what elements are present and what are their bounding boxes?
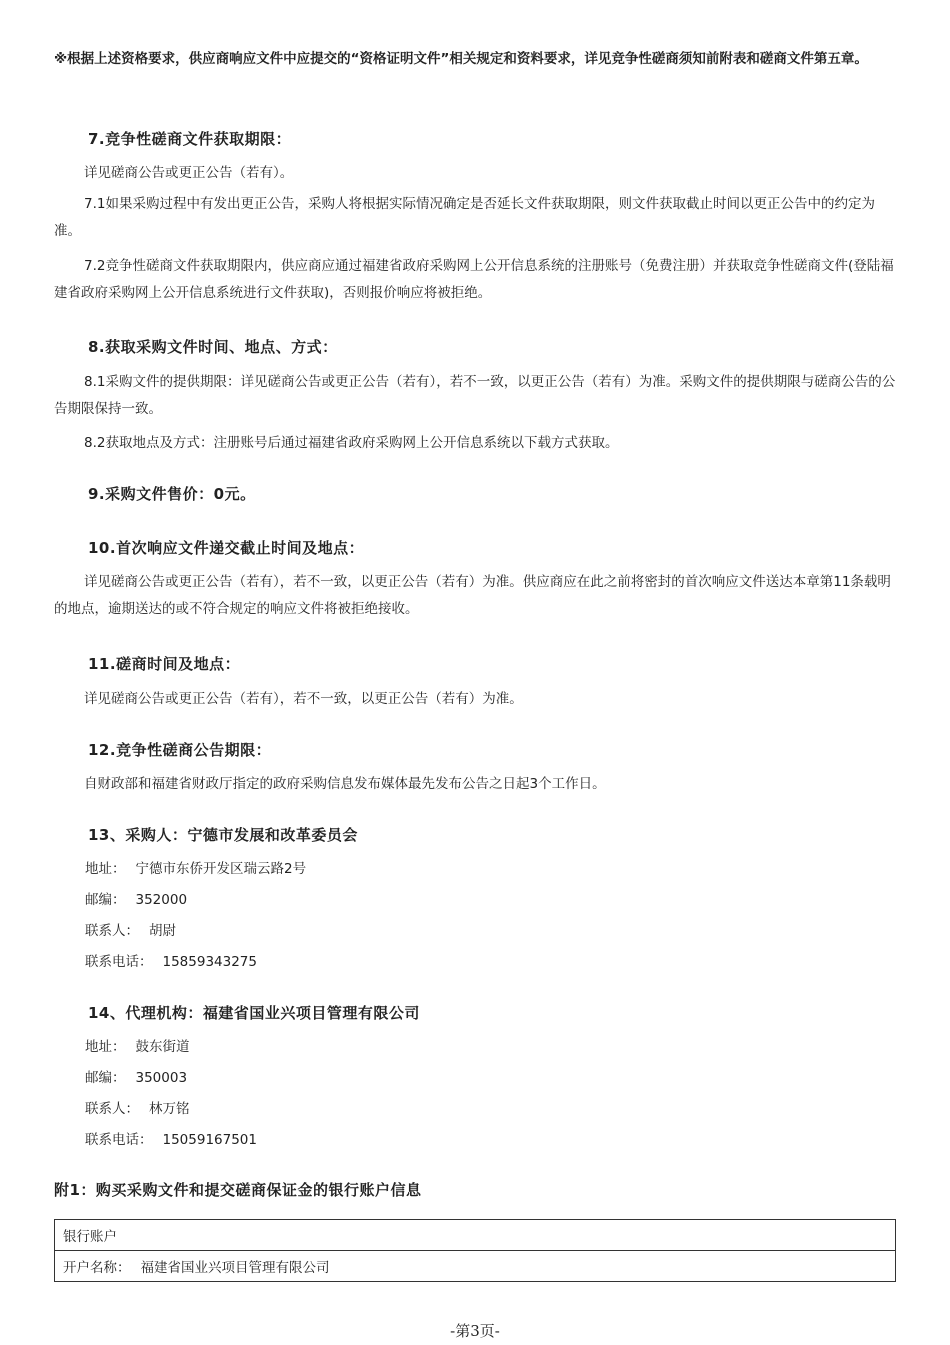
section-12-para-1: 自财政部和福建省财政厅指定的政府采购信息发布媒体最先发布公告之日起3个工作日。 — [84, 776, 606, 792]
purchaser-postcode-value: 352000 — [135, 892, 188, 908]
purchaser-address-label: 地址： — [85, 861, 126, 877]
bank-account-header: 银行账户 — [55, 1220, 896, 1251]
section-10-para-1: 详见磋商公告或更正公告（若有），若不一致，以更正公告（若有）为准。供应商应在此之前将密封的首次响应文件送达本章第11条载明的地点，逾期送达的或不符合规定的响应文件将被拒绝接收。 — [54, 574, 891, 617]
section-7-title: 7.竞争性磋商文件获取期限： — [88, 130, 292, 148]
section-7-para-3: 7.2竞争性磋商文件获取期限内，供应商应通过福建省政府采购网上公开信息系统的注册账号（免费注册）并获取竞争性磋商文件(登陆福建省政府采购网上公开信息系统进行文件获取)，否则报价响应将被拒绝。 — [54, 258, 894, 301]
appendix-title: 附1：购买采购文件和提交磋商保证金的银行账户信息 — [54, 1181, 422, 1199]
agency-address-value: 鼓东街道 — [135, 1039, 190, 1055]
section-7-para-2: 7.1如果采购过程中有发出更正公告，采购人将根据实际情况确定是否延长文件获取期限，则文件获取截止时间以更正公告中的约定为准。 — [54, 196, 875, 239]
purchaser-contact — [85, 921, 176, 941]
account-name-label: 开户名称： — [63, 1260, 131, 1276]
purchaser-phone-label: 联系电话： — [85, 954, 153, 970]
agency-postcode-label: 邮编： — [85, 1070, 126, 1086]
account-name-cell — [55, 1251, 896, 1282]
purchaser-phone — [85, 952, 257, 972]
section-13-title: 13、采购人：宁德市发展和改革委员会 — [88, 826, 358, 844]
agency-phone-value: 15059167501 — [162, 1132, 257, 1148]
table-row — [55, 1220, 896, 1251]
bank-account-table — [54, 1219, 896, 1282]
page-number: -第3页- — [450, 1322, 500, 1340]
account-name-value: 福建省国业兴项目管理有限公司 — [140, 1260, 330, 1276]
purchaser-contact-label: 联系人： — [85, 923, 139, 939]
agency-address-label: 地址： — [85, 1039, 126, 1055]
agency-phone-label: 联系电话： — [85, 1132, 153, 1148]
section-8-para-2: 8.2获取地点及方式：注册账号后通过福建省政府采购网上公开信息系统以下载方式获取。 — [84, 435, 619, 451]
purchaser-postcode-label: 邮编： — [85, 892, 126, 908]
purchaser-address — [85, 859, 306, 879]
agency-phone — [85, 1130, 257, 1150]
agency-contact-value: 林万铭 — [149, 1101, 190, 1117]
purchaser-phone-value: 15859343275 — [162, 954, 257, 970]
agency-contact — [85, 1099, 190, 1119]
agency-postcode-value: 350003 — [135, 1070, 188, 1086]
section-12-title: 12.竞争性磋商公告期限： — [88, 741, 272, 759]
agency-address — [85, 1037, 190, 1057]
section-7-para-1: 详见磋商公告或更正公告（若有）。 — [84, 165, 294, 181]
agency-postcode — [85, 1068, 187, 1088]
section-8-para-1: 8.1采购文件的提供期限：详见磋商公告或更正公告（若有），若不一致，以更正公告（若有）为准。采购文件的提供期限与磋商公告的公告期限保持一致。 — [54, 374, 896, 417]
table-row — [55, 1251, 896, 1282]
purchaser-postcode — [85, 890, 187, 910]
section-8-title: 8.获取采购文件时间、地点、方式： — [88, 338, 338, 356]
purchaser-address-value: 宁德市东侨开发区瑞云路2号 — [135, 861, 307, 877]
section-14-title: 14、代理机构：福建省国业兴项目管理有限公司 — [88, 1004, 420, 1022]
section-9-title: 9.采购文件售价：0元。 — [88, 485, 256, 503]
section-11-para-1: 详见磋商公告或更正公告（若有），若不一致，以更正公告（若有）为准。 — [84, 691, 523, 707]
qualification-note: ※根据上述资格要求，供应商响应文件中应提交的“资格证明文件”相关规定和资料要求，详见竞争性磋商须知前附表和磋商文件第五章。 — [54, 51, 868, 67]
agency-contact-label: 联系人： — [85, 1101, 139, 1117]
purchaser-contact-value: 胡尉 — [149, 923, 176, 939]
section-11-title: 11.磋商时间及地点： — [88, 655, 241, 673]
section-10-title: 10.首次响应文件递交截止时间及地点： — [88, 539, 365, 557]
